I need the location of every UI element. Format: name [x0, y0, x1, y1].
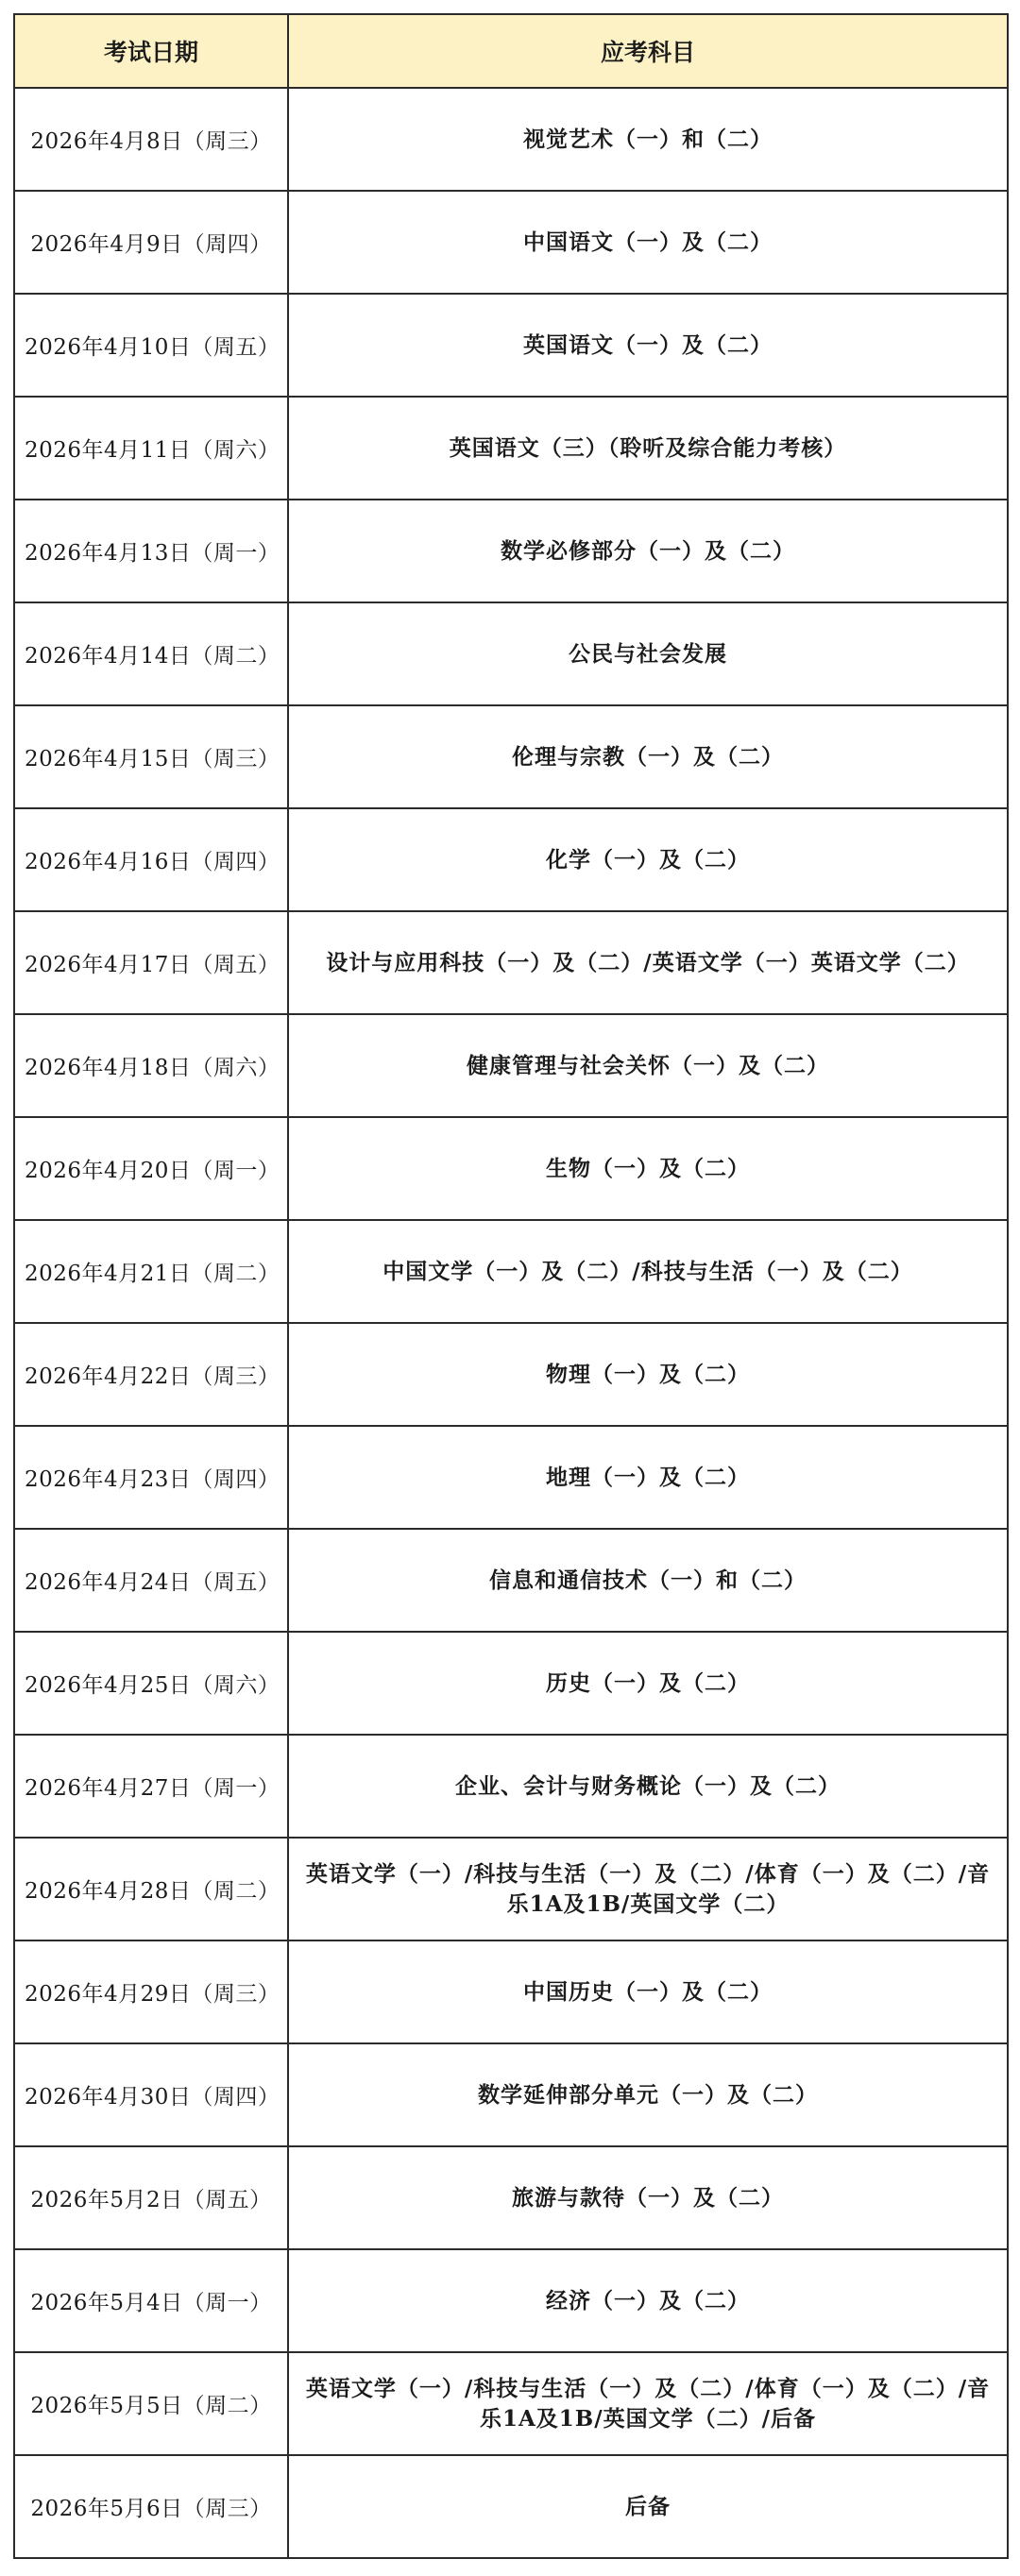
- subject-cell: 英国语文（一）及（二）: [288, 294, 1008, 397]
- exam-date-cell: 2026年4月20日（周一）: [14, 1117, 288, 1220]
- subject-cell: 伦理与宗教（一）及（二）: [288, 705, 1008, 808]
- table-row: [14, 1838, 1008, 1940]
- table-row: [14, 1940, 1008, 2043]
- exam-date-cell: 2026年4月8日（周三）: [14, 88, 288, 191]
- table-row: [14, 911, 1008, 1014]
- subject-cell: 旅游与款待（一）及（二）: [288, 2146, 1008, 2249]
- exam-date-cell: 2026年4月9日（周四）: [14, 191, 288, 294]
- table-row: [14, 500, 1008, 602]
- subject-cell: 企业、会计与财务概论（一）及（二）: [288, 1735, 1008, 1838]
- table-row: [14, 808, 1008, 911]
- exam-date-cell: 2026年5月4日（周一）: [14, 2249, 288, 2352]
- table-row: [14, 2455, 1008, 2558]
- exam-date-cell: 2026年4月17日（周五）: [14, 911, 288, 1014]
- exam-date-cell: 2026年4月11日（周六）: [14, 397, 288, 500]
- table-row: [14, 1014, 1008, 1117]
- subject-cell: 英语文学（一）/科技与生活（一）及（二）/体育（一）及（二）/音乐1A及1B/英国文学（二）: [288, 1838, 1008, 1940]
- exam-schedule-table: [13, 13, 1009, 2559]
- exam-date-cell: 2026年4月21日（周二）: [14, 1220, 288, 1323]
- table-row: [14, 1117, 1008, 1220]
- subject-cell: 视觉艺术（一）和（二）: [288, 88, 1008, 191]
- subject-cell: 中国语文（一）及（二）: [288, 191, 1008, 294]
- table-row: [14, 1529, 1008, 1632]
- exam-date-cell: 2026年4月24日（周五）: [14, 1529, 288, 1632]
- table-header: [14, 14, 1008, 88]
- exam-date-cell: 2026年4月10日（周五）: [14, 294, 288, 397]
- exam-date-cell: 2026年4月13日（周一）: [14, 500, 288, 602]
- exam-date-cell: 2026年4月22日（周三）: [14, 1323, 288, 1426]
- exam-date-cell: 2026年5月6日（周三）: [14, 2455, 288, 2558]
- header-exam-date: 考试日期: [14, 14, 288, 88]
- exam-date-cell: 2026年4月27日（周一）: [14, 1735, 288, 1838]
- table-row: [14, 88, 1008, 191]
- subject-cell: 生物（一）及（二）: [288, 1117, 1008, 1220]
- table-row: [14, 1323, 1008, 1426]
- table-row: [14, 1632, 1008, 1735]
- subject-cell: 经济（一）及（二）: [288, 2249, 1008, 2352]
- exam-date-cell: 2026年5月5日（周二）: [14, 2352, 288, 2455]
- subject-cell: 中国历史（一）及（二）: [288, 1940, 1008, 2043]
- exam-date-cell: 2026年4月30日（周四）: [14, 2043, 288, 2146]
- subject-cell: 历史（一）及（二）: [288, 1632, 1008, 1735]
- table-row: [14, 294, 1008, 397]
- subject-cell: 地理（一）及（二）: [288, 1426, 1008, 1529]
- exam-date-cell: 2026年5月2日（周五）: [14, 2146, 288, 2249]
- table-row: [14, 191, 1008, 294]
- table-body: [14, 88, 1008, 2558]
- table-row: [14, 602, 1008, 705]
- exam-date-cell: 2026年4月23日（周四）: [14, 1426, 288, 1529]
- exam-date-cell: 2026年4月29日（周三）: [14, 1940, 288, 2043]
- subject-cell: 设计与应用科技（一）及（二）/英语文学（一）英语文学（二）: [288, 911, 1008, 1014]
- subject-cell: 英语文学（一）/科技与生活（一）及（二）/体育（一）及（二）/音乐1A及1B/英国文学（二）/后备: [288, 2352, 1008, 2455]
- exam-date-cell: 2026年4月16日（周四）: [14, 808, 288, 911]
- exam-date-cell: 2026年4月15日（周三）: [14, 705, 288, 808]
- subject-cell: 数学延伸部分单元（一）及（二）: [288, 2043, 1008, 2146]
- table-row: [14, 2043, 1008, 2146]
- subject-cell: 健康管理与社会关怀（一）及（二）: [288, 1014, 1008, 1117]
- subject-cell: 信息和通信技术（一）和（二）: [288, 1529, 1008, 1632]
- table-row: [14, 2249, 1008, 2352]
- header-row: [14, 14, 1008, 88]
- table-row: [14, 1220, 1008, 1323]
- exam-schedule: [13, 13, 1007, 2559]
- subject-cell: 数学必修部分（一）及（二）: [288, 500, 1008, 602]
- exam-date-cell: 2026年4月14日（周二）: [14, 602, 288, 705]
- exam-date-cell: 2026年4月25日（周六）: [14, 1632, 288, 1735]
- table-row: [14, 2352, 1008, 2455]
- table-row: [14, 1426, 1008, 1529]
- table-row: [14, 1735, 1008, 1838]
- subject-cell: 中国文学（一）及（二）/科技与生活（一）及（二）: [288, 1220, 1008, 1323]
- subject-cell: 化学（一）及（二）: [288, 808, 1008, 911]
- subject-cell: 物理（一）及（二）: [288, 1323, 1008, 1426]
- header-subject: 应考科目: [288, 14, 1008, 88]
- subject-cell: 后备: [288, 2455, 1008, 2558]
- table-row: [14, 2146, 1008, 2249]
- subject-cell: 英国语文（三）（聆听及综合能力考核）: [288, 397, 1008, 500]
- exam-date-cell: 2026年4月18日（周六）: [14, 1014, 288, 1117]
- table-row: [14, 705, 1008, 808]
- exam-date-cell: 2026年4月28日（周二）: [14, 1838, 288, 1940]
- table-row: [14, 397, 1008, 500]
- subject-cell: 公民与社会发展: [288, 602, 1008, 705]
